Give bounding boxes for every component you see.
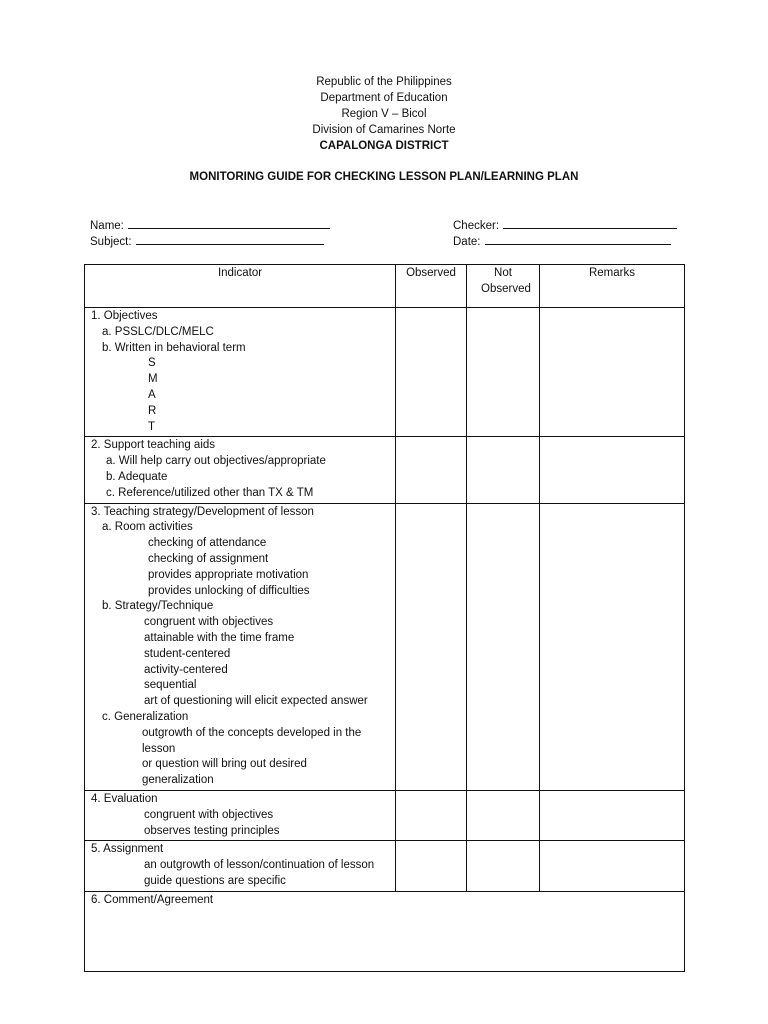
list-item: guide questions are specific (144, 874, 286, 887)
indicator-evaluation (85, 790, 396, 840)
subsection-title: b. Strategy/Technique (102, 600, 214, 613)
list-item: b. Adequate (106, 470, 168, 483)
document-header (0, 74, 768, 154)
table-row-strategy (85, 503, 685, 790)
section-title: 3. Teaching strategy/Development of lesson (91, 505, 314, 518)
remarks-cell[interactable] (540, 790, 685, 840)
smart-letter: M (148, 373, 158, 386)
table-row-evaluation (85, 790, 685, 840)
remarks-cell[interactable] (540, 308, 685, 437)
list-item: art of questioning will elicit expected answer (144, 695, 368, 708)
subsection-title: c. Generalization (102, 710, 189, 723)
list-item: checking of attendance (148, 537, 267, 550)
header-not-observed: Not Observed (467, 265, 540, 308)
observed-cell[interactable] (396, 841, 467, 891)
list-item: or question will bring out desired (142, 758, 307, 771)
not-observed-cell[interactable] (467, 790, 540, 840)
list-item: lesson (142, 742, 176, 755)
list-item: congruent with objectives (144, 808, 274, 821)
name-label: Name: (90, 220, 124, 232)
date-line[interactable] (485, 233, 671, 245)
observed-cell[interactable] (396, 308, 467, 437)
subsection-title: a. Room activities (102, 521, 193, 534)
observed-cell[interactable] (396, 503, 467, 790)
list-item: generalization (142, 774, 214, 787)
list-item: checking of assignment (148, 552, 269, 565)
list-item: sequential (144, 679, 197, 692)
list-item: student-centered (144, 647, 231, 660)
not-observed-cell[interactable] (467, 308, 540, 437)
header-remarks: Remarks (540, 265, 685, 308)
smart-letter: R (148, 404, 157, 417)
list-item: provides appropriate motivation (148, 568, 309, 581)
section-title: 4. Evaluation (91, 792, 158, 805)
header-observed: Observed (396, 265, 467, 308)
name-line[interactable] (128, 217, 330, 229)
list-item: attainable with the time frame (144, 631, 295, 644)
list-item: outgrowth of the concepts developed in the (142, 726, 362, 739)
document-title: MONITORING GUIDE FOR CHECKING LESSON PLAN/LEARNING PLAN (189, 171, 579, 183)
checker-line[interactable] (503, 217, 677, 229)
header-department: Department of Education (320, 92, 448, 104)
not-observed-cell[interactable] (467, 503, 540, 790)
header-republic: Republic of the Philippines (316, 76, 452, 88)
section-title: 5. Assignment (91, 843, 164, 856)
list-item: a. Will help carry out objectives/appropriate (106, 455, 326, 468)
section-title: 2. Support teaching aids (91, 439, 216, 452)
date-field[interactable] (453, 233, 671, 250)
list-item: observes testing principles (144, 824, 280, 837)
table-row-objectives (85, 308, 685, 437)
not-observed-cell[interactable] (467, 437, 540, 503)
observed-cell[interactable] (396, 790, 467, 840)
remarks-cell[interactable] (540, 437, 685, 503)
list-item: an outgrowth of lesson/continuation of lesson (144, 859, 375, 872)
remarks-cell[interactable] (540, 503, 685, 790)
subject-line[interactable] (136, 233, 324, 245)
list-item: congruent with objectives (144, 616, 274, 629)
indicator-aids (85, 437, 396, 503)
header-division: Division of Camarines Norte (312, 124, 456, 136)
comment-cell[interactable] (85, 891, 685, 971)
list-item: activity-centered (144, 663, 228, 676)
table-row-assignment (85, 841, 685, 891)
list-item: provides unlocking of difficulties (148, 584, 310, 597)
observed-cell[interactable] (396, 437, 467, 503)
table-header-row (85, 265, 685, 308)
table-row-aids (85, 437, 685, 503)
indicator-objectives (85, 308, 396, 437)
smart-letter: T (148, 420, 156, 433)
indicator-assignment (85, 841, 396, 891)
header-district: CAPALONGA DISTRICT (319, 140, 449, 152)
remarks-cell[interactable] (540, 841, 685, 891)
name-field[interactable] (90, 217, 330, 234)
section-title: 6. Comment/Agreement (91, 893, 214, 906)
monitoring-table (84, 264, 685, 972)
section-title: 1. Objectives (91, 310, 158, 322)
table-row-comment (85, 891, 685, 971)
list-item: b. Written in behavioral term (102, 341, 246, 354)
date-label: Date: (453, 236, 481, 248)
smart-letter: S (148, 357, 156, 370)
header-indicator: Indicator (85, 265, 396, 308)
not-observed-cell[interactable] (467, 841, 540, 891)
subject-label: Subject: (90, 236, 132, 248)
list-item: a. PSSLC/DLC/MELC (102, 325, 214, 338)
checker-field[interactable] (453, 217, 677, 234)
smart-letter: A (148, 388, 156, 401)
list-item: c. Reference/utilized other than TX & TM (106, 486, 314, 499)
indicator-strategy (85, 503, 396, 790)
subject-field[interactable] (90, 233, 324, 250)
header-region: Region V – Bicol (341, 108, 427, 120)
checker-label: Checker: (453, 220, 500, 232)
